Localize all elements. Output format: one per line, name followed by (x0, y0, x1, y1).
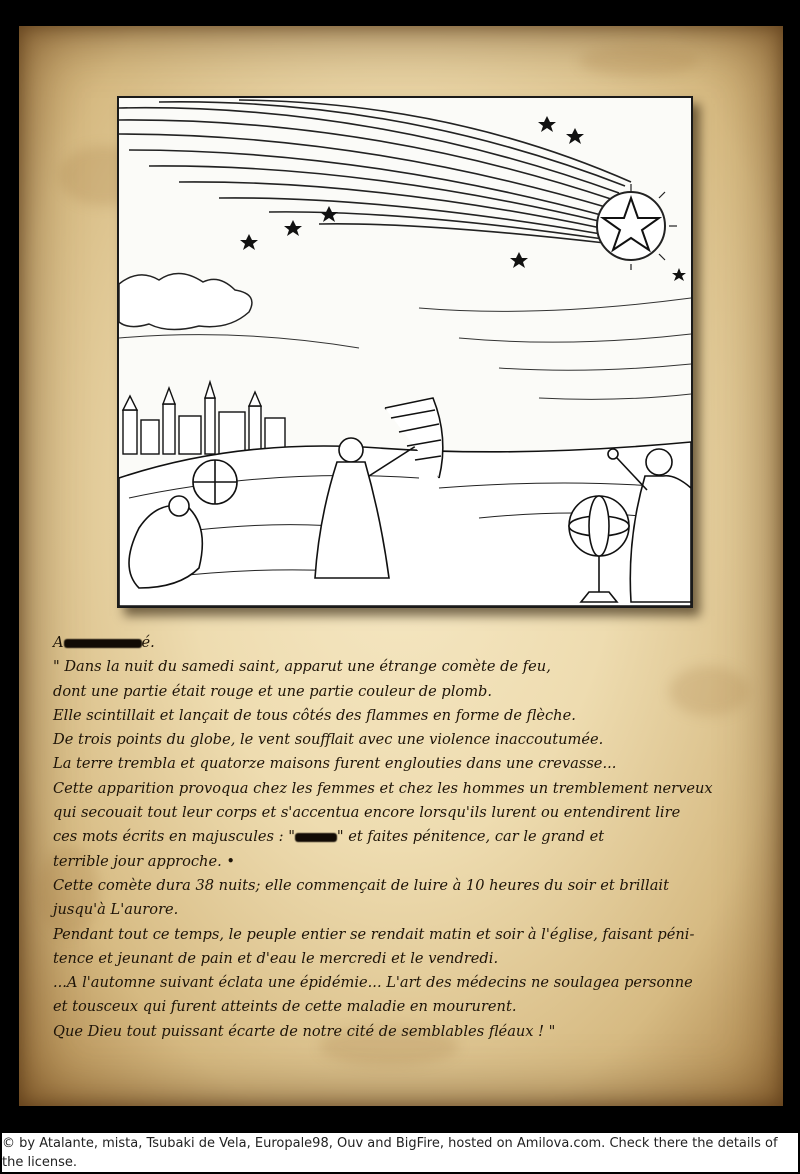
chronicle-line: jusqu'à L'aurore. (53, 901, 179, 919)
chronicle-line: La terre trembla et quatorze maisons furent englouties dans une crevasse... (53, 755, 617, 773)
redacted-text (295, 833, 337, 842)
comet-woodcut-illustration (117, 96, 693, 608)
chronicle-line: tence et jeunant de pain et d'eau le mercredi et le vendredi. (53, 949, 499, 967)
parchment-background (19, 26, 783, 1106)
chronicle-line: ...A l'automne suivant éclata une épidémie... L'art des médecins ne soulagea personne (53, 974, 693, 992)
chronicle-line-redacted: ces mots écrits en majuscules : " " et faites pénitence, car le grand et (53, 828, 605, 846)
redacted-text (64, 639, 142, 648)
chronicle-line: Cette apparition provoqua chez les femmes et chez les hommes un tremblement nerveux (53, 779, 713, 797)
woodcut-comet-icon (119, 98, 691, 606)
chronicle-line: terrible jour approche. • (53, 852, 235, 870)
license-credit: © by Atalante, mista, Tsubaki de Vela, Europale98, Ouv and BigFire, hosted on Amilova.com. Check there the details of the license. (2, 1133, 798, 1172)
chronicle-heading: A é. (53, 634, 155, 651)
chronicle-line: Pendant tout ce temps, le peuple entier se rendait matin et soir à l'église, faisant péni- (53, 925, 695, 943)
chronicle-line: De trois points du globe, le vent soufflait avec une violence inaccoutumée. (53, 731, 604, 749)
chronicle-text (53, 631, 773, 1044)
chronicle-line: Elle scintillait et lançait de tous côtés des flammes en forme de flèche. (53, 706, 576, 724)
chronicle-line: " Dans la nuit du samedi saint, apparut une étrange comète de feu, (53, 658, 551, 676)
chronicle-line: qui secouait tout leur corps et s'accentua encore lorsqu'ils lurent ou entendirent lire (53, 804, 681, 822)
chronicle-line: et tousceux qui furent atteints de cette maladie en moururent. (53, 998, 517, 1016)
chronicle-line: dont une partie était rouge et une partie couleur de plomb. (53, 682, 493, 700)
chronicle-line: Cette comète dura 38 nuits; elle commençait de luire à 10 heures du soir et brillait (53, 876, 669, 894)
chronicle-line: Que Dieu tout puissant écarte de notre cité de semblables fléaux ! " (53, 1022, 556, 1040)
